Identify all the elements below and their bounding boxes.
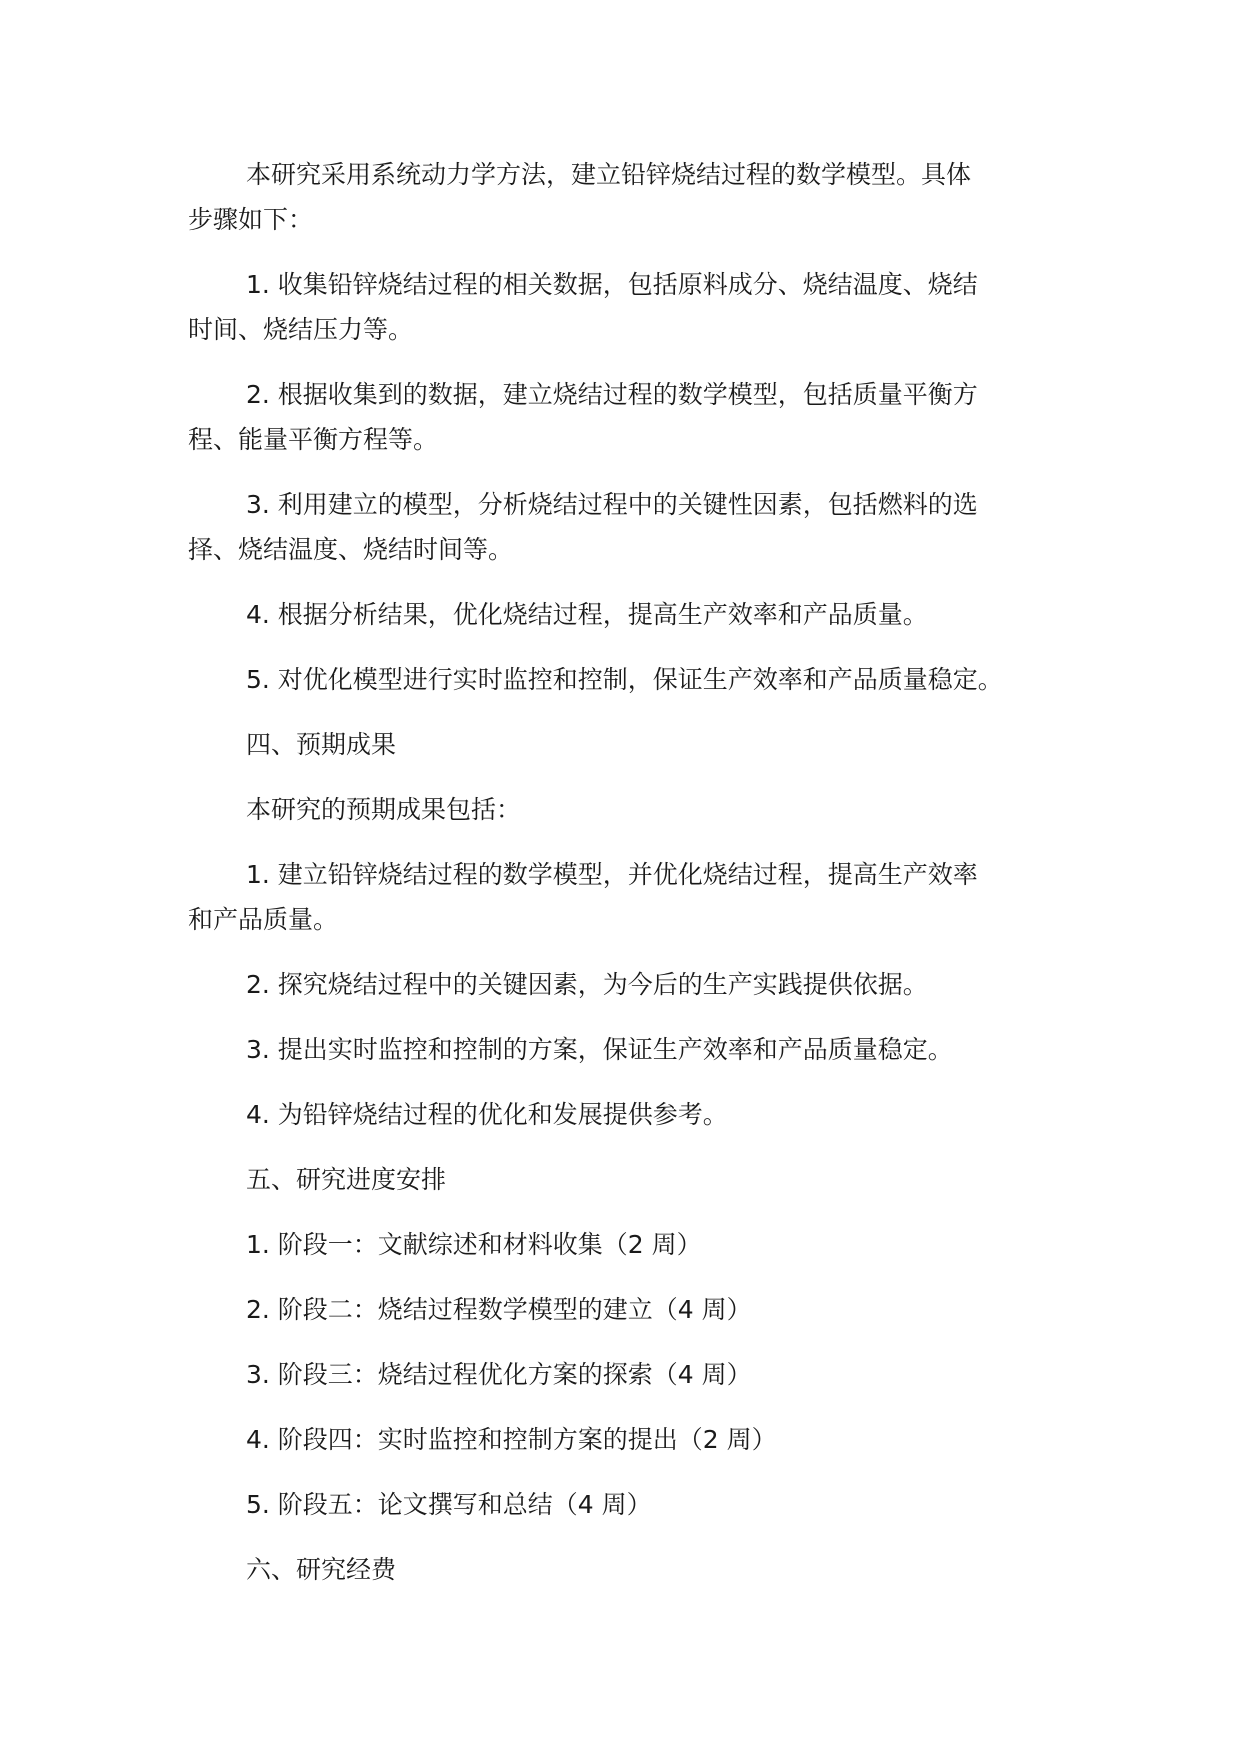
paragraph-stage-2 [188, 1287, 1068, 1332]
paragraph-stage-1 [188, 1222, 1068, 1267]
paragraph-line: 3. 利用建立的模型，分析烧结过程中的关键性因素，包括燃料的选 [246, 490, 978, 519]
heading-line: 四、预期成果 [246, 730, 397, 759]
paragraph-stage-4 [188, 1417, 1068, 1462]
paragraph-line: 和产品质量。 [188, 905, 339, 934]
paragraph-line: 3. 阶段三：烧结过程优化方案的探索（4 周） [246, 1360, 752, 1389]
paragraph-line: 1. 收集铅锌烧结过程的相关数据，包括原料成分、烧结温度、烧结 [246, 270, 978, 299]
paragraph-line: 5. 对优化模型进行实时监控和控制，保证生产效率和产品质量稳定。 [246, 665, 1003, 694]
paragraph-results-intro [188, 787, 1068, 832]
paragraph-line: 5. 阶段五：论文撰写和总结（4 周） [246, 1490, 652, 1519]
paragraph-stage-3 [188, 1352, 1068, 1397]
paragraph-line: 程、能量平衡方程等。 [188, 425, 439, 454]
document-body [188, 152, 1068, 1612]
paragraph-method-intro [188, 152, 1068, 242]
section-heading-schedule [188, 1157, 1068, 1202]
paragraph-line: 3. 提出实时监控和控制的方案，保证生产效率和产品质量稳定。 [246, 1035, 953, 1064]
section-heading-expected-results [188, 722, 1068, 767]
paragraph-line: 4. 阶段四：实时监控和控制方案的提出（2 周） [246, 1425, 777, 1454]
paragraph-stage-5 [188, 1482, 1068, 1527]
paragraph-line: 1. 建立铅锌烧结过程的数学模型，并优化烧结过程，提高生产效率 [246, 860, 978, 889]
heading-line: 五、研究进度安排 [246, 1165, 447, 1194]
paragraph-line: 步骤如下： [188, 205, 314, 234]
paragraph-line: 本研究的预期成果包括： [246, 795, 522, 824]
paragraph-line: 1. 阶段一：文献综述和材料收集（2 周） [246, 1230, 702, 1259]
paragraph-line: 2. 阶段二：烧结过程数学模型的建立（4 周） [246, 1295, 752, 1324]
paragraph-result-1 [188, 852, 1068, 942]
paragraph-step-1 [188, 262, 1068, 352]
paragraph-step-5 [188, 657, 1068, 702]
paragraph-result-2 [188, 962, 1068, 1007]
paragraph-line: 择、烧结温度、烧结时间等。 [188, 535, 514, 564]
paragraph-step-3 [188, 482, 1068, 572]
paragraph-line: 2. 根据收集到的数据，建立烧结过程的数学模型，包括质量平衡方 [246, 380, 978, 409]
paragraph-result-3 [188, 1027, 1068, 1072]
paragraph-line: 时间、烧结压力等。 [188, 315, 414, 344]
paragraph-step-2 [188, 372, 1068, 462]
paragraph-line: 4. 为铅锌烧结过程的优化和发展提供参考。 [246, 1100, 728, 1129]
paragraph-step-4 [188, 592, 1068, 637]
paragraph-line: 本研究采用系统动力学方法，建立铅锌烧结过程的数学模型。具体 [246, 160, 972, 189]
paragraph-line: 2. 探究烧结过程中的关键因素，为今后的生产实践提供依据。 [246, 970, 928, 999]
section-heading-funding [188, 1547, 1068, 1592]
paragraph-result-4 [188, 1092, 1068, 1137]
heading-line: 六、研究经费 [246, 1555, 397, 1584]
paragraph-line: 4. 根据分析结果，优化烧结过程，提高生产效率和产品质量。 [246, 600, 928, 629]
